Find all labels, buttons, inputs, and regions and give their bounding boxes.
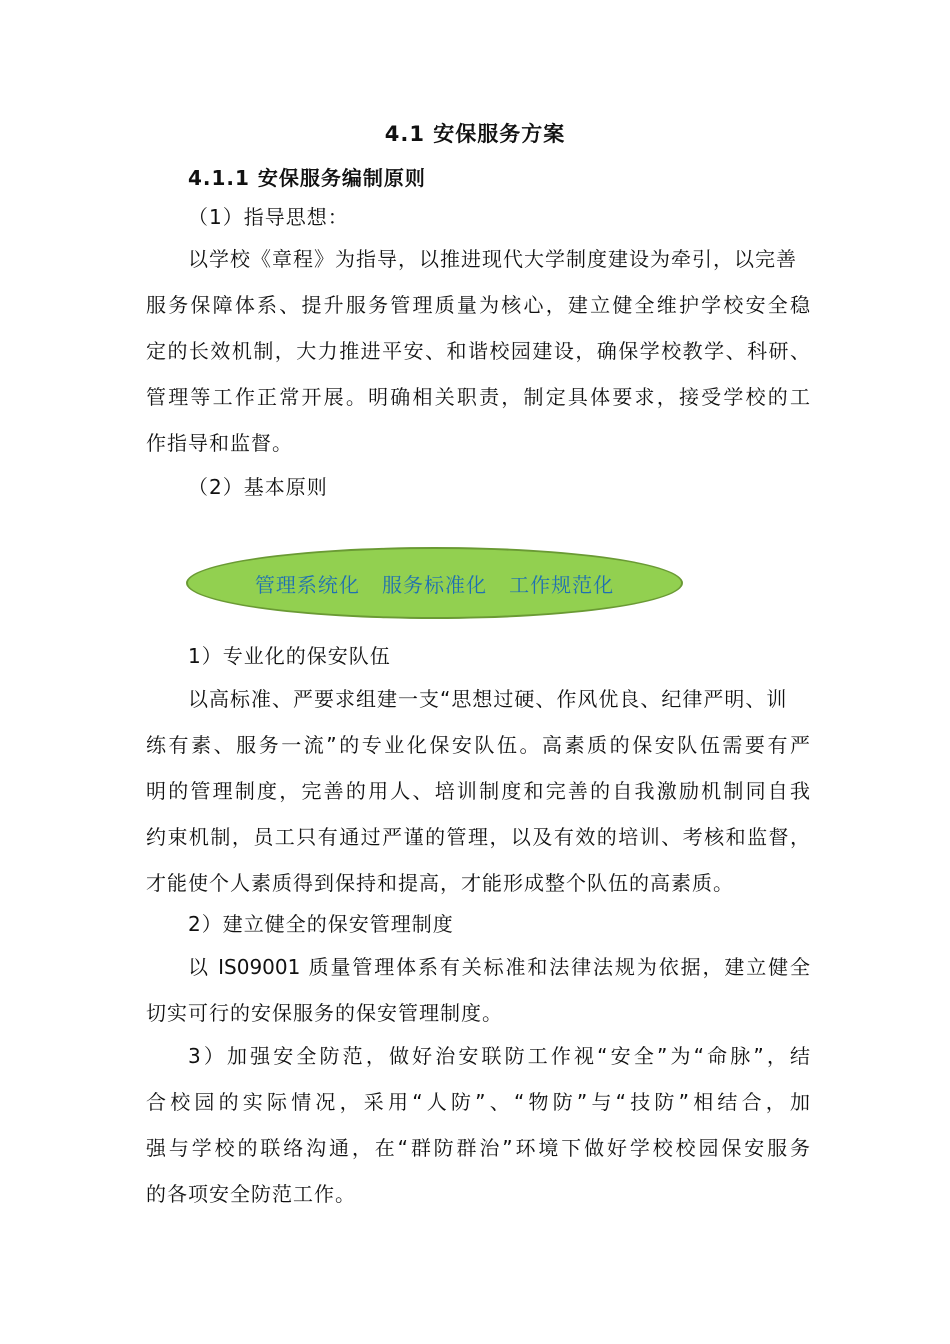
paragraph-line: 以 IS09001 质量管理体系有关标准和法律法规为依据，建立健全 bbox=[188, 955, 810, 979]
section-heading: 4.1 安保服务方案 bbox=[384, 122, 566, 146]
basic-principles-label: （2）基本原则 bbox=[188, 475, 328, 499]
paragraph-line: 管理等工作正常开展。明确相关职责，制定具体要求，接受学校的工 bbox=[146, 385, 810, 409]
item1-title: 1）专业化的保安队伍 bbox=[188, 644, 391, 668]
paragraph-line: 练有素、服务一流”的专业化保安队伍。高素质的保安队伍需要有严 bbox=[146, 733, 810, 757]
principles-oval bbox=[186, 547, 683, 619]
subsection-heading: 4.1.1 安保服务编制原则 bbox=[188, 166, 426, 190]
principles-oval-text: 管理系统化 服务标准化 工作规范化 bbox=[254, 572, 615, 597]
paragraph-line: 以学校《章程》为指导，以推进现代大学制度建设为牵引，以完善 bbox=[188, 247, 797, 271]
guiding-label: （1）指导思想： bbox=[188, 205, 349, 229]
paragraph-line: 切实可行的安保服务的保安管理制度。 bbox=[146, 1001, 503, 1025]
paragraph-line: 的各项安全防范工作。 bbox=[146, 1182, 356, 1206]
paragraph-line: 定的长效机制，大力推进平安、和谐校园建设，确保学校教学、科研、 bbox=[146, 339, 810, 363]
paragraph-line: 强与学校的联络沟通，在“群防群治”环境下做好学校校园保安服务 bbox=[146, 1136, 810, 1160]
paragraph-line: 3）加强安全防范，做好治安联防工作视“安全”为“命脉”，结 bbox=[188, 1044, 810, 1068]
paragraph-line: 合校园的实际情况，采用“人防”、“物防”与“技防”相结合，加 bbox=[146, 1090, 810, 1114]
item2-title: 2）建立健全的保安管理制度 bbox=[188, 912, 454, 936]
paragraph-line: 服务保障体系、提升服务管理质量为核心，建立健全维护学校安全稳 bbox=[146, 293, 810, 317]
paragraph-line: 明的管理制度，完善的用人、培训制度和完善的自我激励机制同自我 bbox=[146, 779, 810, 803]
paragraph-line: 作指导和监督。 bbox=[146, 431, 293, 455]
paragraph-line: 以高标准、严要求组建一支“思想过硬、作风优良、纪律严明、训 bbox=[188, 687, 788, 711]
paragraph-line: 才能使个人素质得到保持和提高，才能形成整个队伍的高素质。 bbox=[146, 871, 734, 895]
paragraph-line: 约束机制，员工只有通过严谨的管理，以及有效的培训、考核和监督， bbox=[146, 825, 810, 849]
